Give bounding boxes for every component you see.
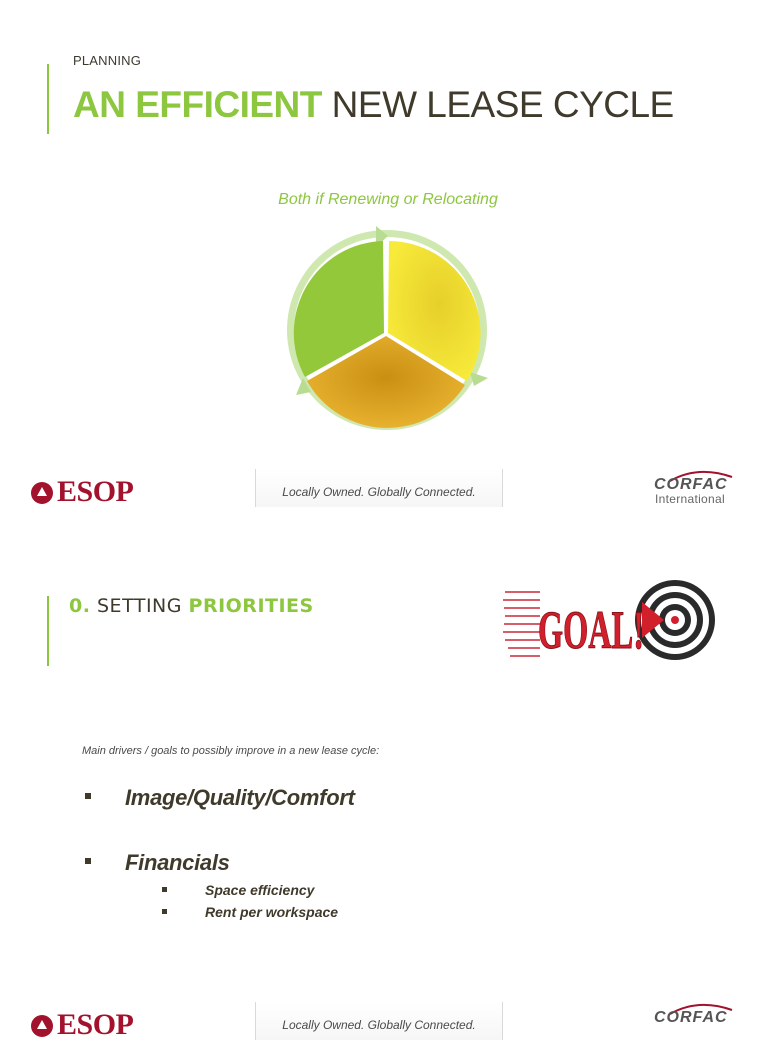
tagline-box <box>255 1002 503 1040</box>
sub-bullet-space-efficiency: Space efficiency <box>205 882 315 898</box>
bullet-financials: Financials <box>125 850 230 875</box>
tagline: Locally Owned. Globally Connected. <box>282 485 476 499</box>
cycle-arrow-right <box>470 372 488 386</box>
cycle-subtitle: Both if Renewing or Relocating <box>278 191 498 208</box>
title-highlight: AN EFFICIENT <box>73 84 322 125</box>
title-accent-line <box>47 64 49 134</box>
page-title <box>73 84 674 126</box>
section-kicker: PLANNING <box>73 53 142 68</box>
esop-logo-icon <box>31 1015 53 1037</box>
esop-logo-icon <box>31 482 53 504</box>
section-number: 0. <box>69 595 91 617</box>
goal-word: GOAL! <box>538 600 644 660</box>
section-heading <box>69 595 314 617</box>
footer-band-1 <box>0 469 768 529</box>
corfac-subtitle: International <box>655 492 725 506</box>
bullet-marker <box>85 793 91 799</box>
section-heading-highlight: PRIORITIES <box>188 595 314 617</box>
corfac-logo: CORFAC <box>654 476 728 493</box>
sub-bullet-rent-per-workspace: Rent per workspace <box>205 904 339 920</box>
esop-logo: ESOP <box>57 1008 134 1041</box>
intro-text: Main drivers / goals to possibly improve in a new lease cycle: <box>82 745 380 757</box>
footer-band-2 <box>0 1002 768 1041</box>
section-accent-line <box>47 596 49 666</box>
sub-bullet-marker <box>162 887 167 892</box>
goal-target-image <box>500 568 728 680</box>
bullet-image-quality-comfort: Image/Quality/Comfort <box>125 785 355 810</box>
corfac-logo: CORFAC <box>654 1009 728 1026</box>
goal-speed-lines <box>503 592 540 656</box>
sub-bullet-marker <box>162 909 167 914</box>
esop-logo: ESOP <box>57 475 134 508</box>
bullet-marker <box>85 858 91 864</box>
tagline-box <box>255 469 503 507</box>
section-heading-text: SETTING <box>97 595 182 617</box>
tagline: Locally Owned. Globally Connected. <box>282 1018 476 1032</box>
lease-cycle-diagram <box>268 218 508 440</box>
title-rest: NEW LEASE CYCLE <box>331 84 674 125</box>
